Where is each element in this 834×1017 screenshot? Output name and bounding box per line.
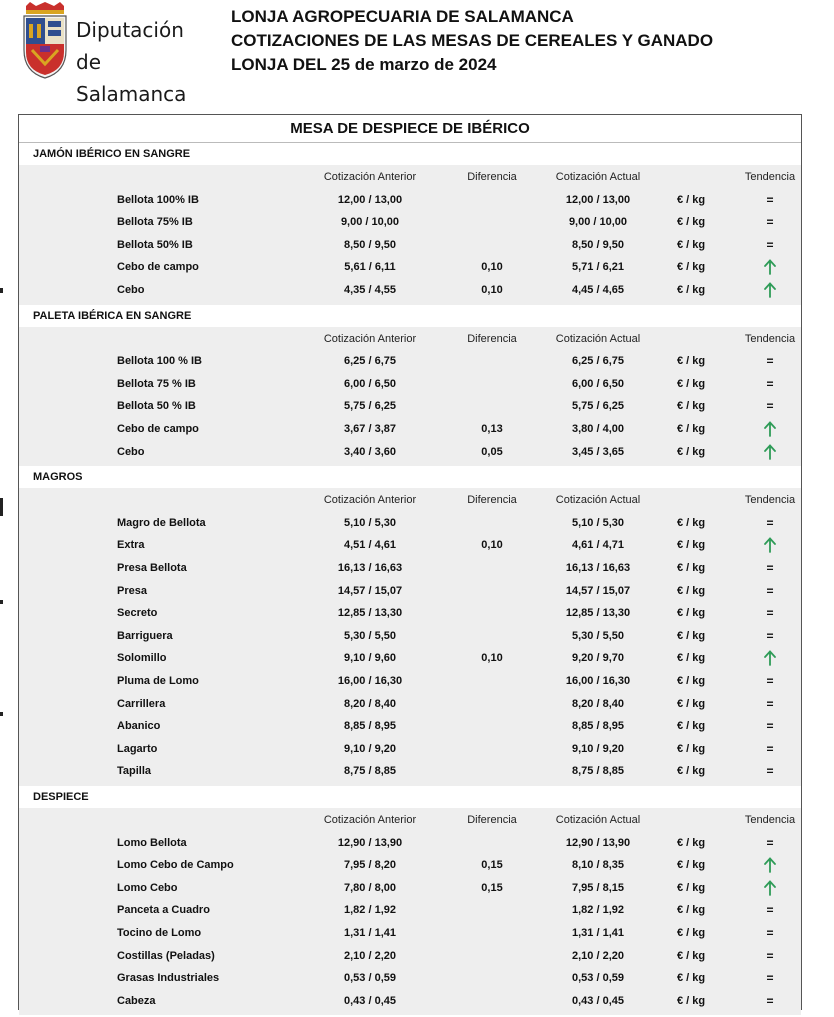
column-header-row bbox=[19, 489, 801, 511]
price-unit: € / kg bbox=[677, 742, 706, 755]
price-unit: € / kg bbox=[677, 881, 706, 894]
table-row bbox=[19, 760, 801, 782]
table-row bbox=[19, 512, 801, 534]
arrow-up-icon bbox=[764, 537, 776, 553]
current-price: 5,30 / 5,50 bbox=[572, 629, 624, 642]
price-difference bbox=[457, 967, 527, 989]
price-difference bbox=[457, 373, 527, 395]
trend-equal: = bbox=[766, 237, 774, 252]
arrow-up-icon bbox=[764, 880, 776, 896]
trend-cell bbox=[739, 832, 801, 854]
table-row bbox=[19, 441, 801, 463]
brand-line-2: de Salamanca bbox=[76, 50, 187, 106]
trend-cell bbox=[739, 580, 801, 602]
trend-equal: = bbox=[766, 719, 774, 734]
price-unit: € / kg bbox=[677, 355, 706, 368]
price-difference: 0,05 bbox=[481, 445, 503, 458]
previous-price: 7,95 / 8,20 bbox=[344, 859, 396, 872]
price-difference: 0,13 bbox=[481, 423, 503, 435]
current-price: 8,10 / 8,35 bbox=[572, 859, 624, 872]
previous-price: 8,75 / 8,85 bbox=[344, 765, 396, 778]
previous-price: 1,82 / 1,92 bbox=[344, 904, 396, 917]
price-table bbox=[18, 114, 802, 1010]
table-row bbox=[19, 899, 801, 921]
table-row bbox=[19, 738, 801, 760]
title-line-3: LONJA DEL 25 de marzo de 2024 bbox=[231, 55, 497, 74]
trend-cell bbox=[739, 441, 801, 463]
column-header-prev: Cotización Anterior bbox=[323, 814, 417, 826]
trend-equal: = bbox=[766, 674, 774, 688]
price-difference: 0,10 bbox=[481, 261, 503, 274]
current-price: 12,00 / 13,00 bbox=[565, 193, 631, 206]
current-price: 7,95 / 8,15 bbox=[572, 881, 624, 894]
price-difference bbox=[457, 211, 527, 233]
product-name: Bellota 75 % IB bbox=[117, 377, 196, 390]
price-unit: € / kg bbox=[677, 949, 706, 962]
trend-cell bbox=[739, 967, 801, 989]
edge-mark bbox=[0, 288, 3, 293]
price-difference bbox=[457, 557, 527, 579]
column-header-row bbox=[19, 809, 801, 831]
previous-price: 8,20 / 8,40 bbox=[344, 697, 396, 710]
price-difference bbox=[457, 899, 527, 921]
previous-price: 12,85 / 13,30 bbox=[337, 607, 403, 620]
product-name: Extra bbox=[117, 539, 145, 552]
previous-price: 1,31 / 1,41 bbox=[344, 927, 396, 939]
column-header-diff: Diferencia bbox=[467, 171, 517, 183]
brand-name bbox=[76, 14, 200, 110]
price-unit: € / kg bbox=[677, 652, 706, 665]
price-difference: 0,15 bbox=[481, 881, 503, 894]
table-row bbox=[19, 715, 801, 737]
current-price: 8,75 / 8,85 bbox=[572, 765, 624, 778]
previous-price: 9,00 / 10,00 bbox=[340, 216, 400, 229]
product-name: Grasas Industriales bbox=[117, 972, 220, 985]
document-title bbox=[231, 5, 713, 77]
column-header-prev: Cotización Anterior bbox=[323, 494, 417, 507]
trend-cell bbox=[739, 211, 801, 233]
product-name: Bellota 50 % IB bbox=[117, 400, 196, 413]
arrow-up-icon bbox=[764, 444, 776, 460]
current-price: 4,45 / 4,65 bbox=[572, 284, 624, 296]
previous-price: 0,53 / 0,59 bbox=[344, 972, 396, 985]
trend-cell bbox=[739, 715, 801, 737]
price-difference bbox=[457, 945, 527, 967]
price-difference bbox=[457, 234, 527, 256]
trend-equal: = bbox=[766, 696, 774, 711]
current-price: 9,10 / 9,20 bbox=[572, 742, 624, 755]
current-price: 8,20 / 8,40 bbox=[572, 697, 624, 710]
price-difference bbox=[457, 760, 527, 782]
product-name: Lomo Bellota bbox=[117, 836, 187, 849]
table-row bbox=[19, 967, 801, 989]
price-difference: 0,10 bbox=[481, 652, 503, 665]
product-name: Secreto bbox=[117, 607, 158, 620]
price-difference bbox=[457, 922, 527, 944]
column-header-diff: Diferencia bbox=[467, 814, 517, 826]
table-row bbox=[19, 693, 801, 715]
trend-cell bbox=[739, 395, 801, 417]
column-header-diff: Diferencia bbox=[467, 494, 517, 507]
trend-cell bbox=[739, 602, 801, 624]
current-price: 2,10 / 2,20 bbox=[572, 949, 624, 962]
table-row bbox=[19, 602, 801, 624]
price-unit: € / kg bbox=[677, 607, 706, 620]
price-difference bbox=[457, 990, 527, 1012]
price-unit: € / kg bbox=[677, 697, 706, 710]
price-difference: 0,15 bbox=[481, 859, 503, 872]
current-price: 16,00 / 16,30 bbox=[565, 675, 631, 687]
product-name: Abanico bbox=[117, 720, 161, 733]
product-name: Barriguera bbox=[117, 629, 173, 642]
trend-equal: = bbox=[766, 948, 774, 963]
current-price: 16,13 / 16,63 bbox=[565, 562, 631, 574]
price-difference: 0,10 bbox=[481, 284, 503, 296]
trend-equal: = bbox=[766, 971, 774, 986]
trend-cell bbox=[739, 557, 801, 579]
trend-cell bbox=[739, 625, 801, 647]
product-name: Bellota 75% IB bbox=[117, 216, 193, 229]
price-difference: 0,10 bbox=[481, 539, 503, 552]
trend-cell bbox=[739, 256, 801, 278]
previous-price: 16,00 / 16,30 bbox=[337, 675, 403, 687]
trend-cell bbox=[739, 945, 801, 967]
price-difference bbox=[457, 625, 527, 647]
product-name: Cabeza bbox=[117, 994, 156, 1007]
previous-price: 16,13 / 16,63 bbox=[337, 562, 403, 574]
trend-cell bbox=[739, 350, 801, 372]
trend-equal: = bbox=[766, 192, 774, 207]
product-name: Lomo Cebo de Campo bbox=[117, 859, 234, 872]
column-header-trend: Tendencia bbox=[744, 494, 796, 507]
column-header-trend: Tendencia bbox=[744, 332, 796, 345]
trend-equal: = bbox=[766, 583, 774, 598]
current-price: 9,00 / 10,00 bbox=[568, 216, 628, 229]
product-name: Panceta a Cuadro bbox=[117, 904, 210, 917]
trend-equal: = bbox=[766, 515, 774, 530]
column-header-curr: Cotización Actual bbox=[555, 814, 641, 826]
price-unit: € / kg bbox=[677, 562, 706, 574]
trend-equal: = bbox=[766, 606, 774, 621]
trend-cell bbox=[739, 189, 801, 211]
trend-cell bbox=[739, 922, 801, 944]
current-price: 1,31 / 1,41 bbox=[572, 927, 624, 939]
price-unit: € / kg bbox=[677, 927, 706, 939]
price-difference bbox=[457, 350, 527, 372]
table-row bbox=[19, 832, 801, 854]
price-unit: € / kg bbox=[677, 193, 706, 206]
product-name: Lagarto bbox=[117, 742, 158, 755]
previous-price: 6,25 / 6,75 bbox=[344, 355, 396, 368]
current-price: 14,57 / 15,07 bbox=[565, 584, 631, 597]
diputacion-logo bbox=[20, 2, 200, 106]
trend-equal: = bbox=[766, 993, 774, 1008]
trend-equal: = bbox=[766, 354, 774, 369]
product-name: Cebo de campo bbox=[117, 423, 199, 435]
price-unit: € / kg bbox=[677, 400, 706, 413]
previous-price: 0,43 / 0,45 bbox=[344, 994, 396, 1007]
previous-price: 2,10 / 2,20 bbox=[344, 949, 396, 962]
current-price: 4,61 / 4,71 bbox=[572, 539, 624, 552]
table-row bbox=[19, 945, 801, 967]
price-unit: € / kg bbox=[677, 445, 706, 458]
arrow-up-icon bbox=[764, 650, 776, 666]
price-difference bbox=[457, 189, 527, 211]
trend-cell bbox=[739, 234, 801, 256]
trend-cell bbox=[739, 877, 801, 899]
trend-cell bbox=[739, 760, 801, 782]
section-heading: DESPIECE bbox=[19, 786, 801, 808]
current-price: 3,45 / 3,65 bbox=[572, 445, 624, 458]
previous-price: 3,40 / 3,60 bbox=[344, 445, 396, 458]
trend-equal: = bbox=[766, 926, 774, 940]
price-unit: € / kg bbox=[677, 284, 706, 296]
price-difference bbox=[457, 738, 527, 760]
trend-cell bbox=[739, 670, 801, 692]
table-row bbox=[19, 670, 801, 692]
column-header-prev: Cotización Anterior bbox=[323, 171, 417, 183]
price-unit: € / kg bbox=[677, 238, 706, 251]
edge-mark bbox=[0, 600, 3, 604]
current-price: 3,80 / 4,00 bbox=[572, 423, 624, 435]
column-header-row bbox=[19, 328, 801, 350]
table-row bbox=[19, 877, 801, 899]
trend-equal: = bbox=[766, 628, 774, 643]
current-price: 5,10 / 5,30 bbox=[572, 516, 624, 529]
price-unit: € / kg bbox=[677, 994, 706, 1007]
previous-price: 5,30 / 5,50 bbox=[344, 629, 396, 642]
price-difference bbox=[457, 832, 527, 854]
price-difference bbox=[457, 512, 527, 534]
section-heading: JAMÓN IBÉRICO EN SANGRE bbox=[19, 143, 801, 165]
trend-equal: = bbox=[766, 399, 774, 414]
product-name: Costillas (Peladas) bbox=[117, 949, 215, 962]
current-price: 0,53 / 0,59 bbox=[572, 972, 624, 985]
price-unit: € / kg bbox=[677, 629, 706, 642]
current-price: 8,85 / 8,95 bbox=[572, 720, 624, 733]
price-unit: € / kg bbox=[677, 859, 706, 872]
trend-equal: = bbox=[766, 215, 774, 230]
previous-price: 8,85 / 8,95 bbox=[344, 720, 396, 733]
price-unit: € / kg bbox=[677, 539, 706, 552]
price-difference bbox=[457, 580, 527, 602]
title-line-1: LONJA AGROPECUARIA DE SALAMANCA bbox=[231, 7, 574, 26]
previous-price: 4,35 / 4,55 bbox=[344, 284, 396, 296]
table-row bbox=[19, 279, 801, 301]
product-name: Solomillo bbox=[117, 652, 167, 665]
table-title: MESA DE DESPIECE DE IBÉRICO bbox=[19, 115, 801, 143]
current-price: 12,90 / 13,90 bbox=[565, 836, 631, 849]
table-row bbox=[19, 373, 801, 395]
trend-equal: = bbox=[766, 835, 774, 850]
current-price: 6,25 / 6,75 bbox=[572, 355, 624, 368]
trend-cell bbox=[739, 373, 801, 395]
price-unit: € / kg bbox=[677, 377, 706, 390]
previous-price: 3,67 / 3,87 bbox=[344, 423, 396, 435]
price-difference bbox=[457, 670, 527, 692]
previous-price: 6,00 / 6,50 bbox=[344, 377, 396, 390]
title-line-2: COTIZACIONES DE LAS MESAS DE CEREALES Y GANADO bbox=[231, 31, 714, 50]
current-price: 9,20 / 9,70 bbox=[572, 652, 624, 665]
product-name: Bellota 50% IB bbox=[117, 238, 193, 251]
trend-cell bbox=[739, 693, 801, 715]
previous-price: 9,10 / 9,60 bbox=[344, 652, 396, 665]
table-row bbox=[19, 580, 801, 602]
previous-price: 5,61 / 6,11 bbox=[344, 261, 396, 274]
previous-price: 5,75 / 6,25 bbox=[344, 400, 396, 413]
previous-price: 9,10 / 9,20 bbox=[344, 742, 396, 755]
product-name: Lomo Cebo bbox=[117, 881, 178, 894]
product-name: Bellota 100 % IB bbox=[117, 355, 202, 368]
column-header-curr: Cotización Actual bbox=[555, 494, 641, 507]
product-name: Magro de Bellota bbox=[117, 516, 206, 529]
previous-price: 14,57 / 15,07 bbox=[337, 584, 403, 597]
table-row bbox=[19, 557, 801, 579]
product-name: Carrillera bbox=[117, 697, 166, 710]
trend-cell bbox=[739, 899, 801, 921]
price-unit: € / kg bbox=[677, 904, 706, 917]
table-row bbox=[19, 350, 801, 372]
table-row bbox=[19, 189, 801, 211]
table-row bbox=[19, 854, 801, 876]
previous-price: 5,10 / 5,30 bbox=[344, 516, 396, 529]
trend-equal: = bbox=[766, 561, 774, 575]
trend-cell bbox=[739, 647, 801, 669]
product-name: Cebo bbox=[117, 445, 145, 458]
column-header-trend: Tendencia bbox=[744, 814, 796, 826]
column-header-prev: Cotización Anterior bbox=[323, 332, 417, 345]
product-name: Tocino de Lomo bbox=[117, 927, 202, 939]
table-row bbox=[19, 534, 801, 556]
section-heading: MAGROS bbox=[19, 466, 801, 488]
price-unit: € / kg bbox=[677, 261, 706, 274]
trend-cell bbox=[739, 854, 801, 876]
current-price: 6,00 / 6,50 bbox=[572, 377, 624, 390]
brand-line-1: Diputación bbox=[76, 18, 184, 42]
price-unit: € / kg bbox=[677, 836, 706, 849]
arrow-up-icon bbox=[764, 282, 776, 298]
trend-cell bbox=[739, 418, 801, 440]
trend-cell bbox=[739, 512, 801, 534]
trend-equal: = bbox=[766, 903, 774, 918]
column-header-curr: Cotización Actual bbox=[555, 171, 641, 183]
table-row bbox=[19, 211, 801, 233]
price-unit: € / kg bbox=[677, 584, 706, 597]
current-price: 8,50 / 9,50 bbox=[572, 238, 624, 251]
table-row bbox=[19, 990, 801, 1012]
table-row bbox=[19, 418, 801, 440]
column-header-diff: Diferencia bbox=[467, 332, 517, 345]
arrow-up-icon bbox=[764, 857, 776, 873]
price-unit: € / kg bbox=[677, 765, 706, 778]
trend-cell bbox=[739, 279, 801, 301]
trend-equal: = bbox=[766, 764, 774, 779]
price-difference bbox=[457, 693, 527, 715]
product-name: Tapilla bbox=[117, 765, 152, 778]
table-row bbox=[19, 647, 801, 669]
trend-equal: = bbox=[766, 376, 774, 391]
current-price: 0,43 / 0,45 bbox=[572, 994, 624, 1007]
current-price: 5,75 / 6,25 bbox=[572, 400, 624, 413]
price-unit: € / kg bbox=[677, 972, 706, 985]
table-row bbox=[19, 922, 801, 944]
product-name: Cebo bbox=[117, 284, 145, 296]
price-difference bbox=[457, 715, 527, 737]
arrow-up-icon bbox=[764, 259, 776, 275]
price-unit: € / kg bbox=[677, 720, 706, 733]
product-name: Cebo de campo bbox=[117, 261, 199, 274]
table-row bbox=[19, 234, 801, 256]
price-unit: € / kg bbox=[677, 216, 706, 229]
trend-cell bbox=[739, 990, 801, 1012]
coat-of-arms-icon bbox=[20, 2, 70, 80]
previous-price: 12,90 / 13,90 bbox=[337, 836, 403, 849]
product-name: Presa Bellota bbox=[117, 562, 187, 574]
section-heading: PALETA IBÉRICA EN SANGRE bbox=[19, 305, 801, 327]
current-price: 1,82 / 1,92 bbox=[572, 904, 624, 917]
current-price: 12,85 / 13,30 bbox=[565, 607, 631, 620]
column-header-curr: Cotización Actual bbox=[555, 332, 641, 345]
trend-equal: = bbox=[766, 741, 774, 756]
product-name: Presa bbox=[117, 584, 147, 597]
price-unit: € / kg bbox=[677, 675, 706, 687]
trend-cell bbox=[739, 738, 801, 760]
price-difference bbox=[457, 602, 527, 624]
price-difference bbox=[457, 395, 527, 417]
table-row bbox=[19, 256, 801, 278]
previous-price: 12,00 / 13,00 bbox=[337, 193, 403, 206]
product-name: Pluma de Lomo bbox=[117, 675, 199, 687]
arrow-up-icon bbox=[764, 421, 776, 437]
current-price: 5,71 / 6,21 bbox=[572, 261, 624, 274]
column-header-trend: Tendencia bbox=[744, 171, 796, 183]
price-unit: € / kg bbox=[677, 423, 706, 435]
product-name: Bellota 100% IB bbox=[117, 193, 199, 206]
edge-mark bbox=[0, 712, 3, 716]
trend-cell bbox=[739, 534, 801, 556]
table-row bbox=[19, 625, 801, 647]
previous-price: 8,50 / 9,50 bbox=[344, 238, 396, 251]
edge-mark bbox=[0, 498, 3, 516]
column-header-row bbox=[19, 166, 801, 188]
price-unit: € / kg bbox=[677, 516, 706, 529]
table-row bbox=[19, 395, 801, 417]
previous-price: 4,51 / 4,61 bbox=[344, 539, 396, 552]
previous-price: 7,80 / 8,00 bbox=[344, 881, 396, 894]
